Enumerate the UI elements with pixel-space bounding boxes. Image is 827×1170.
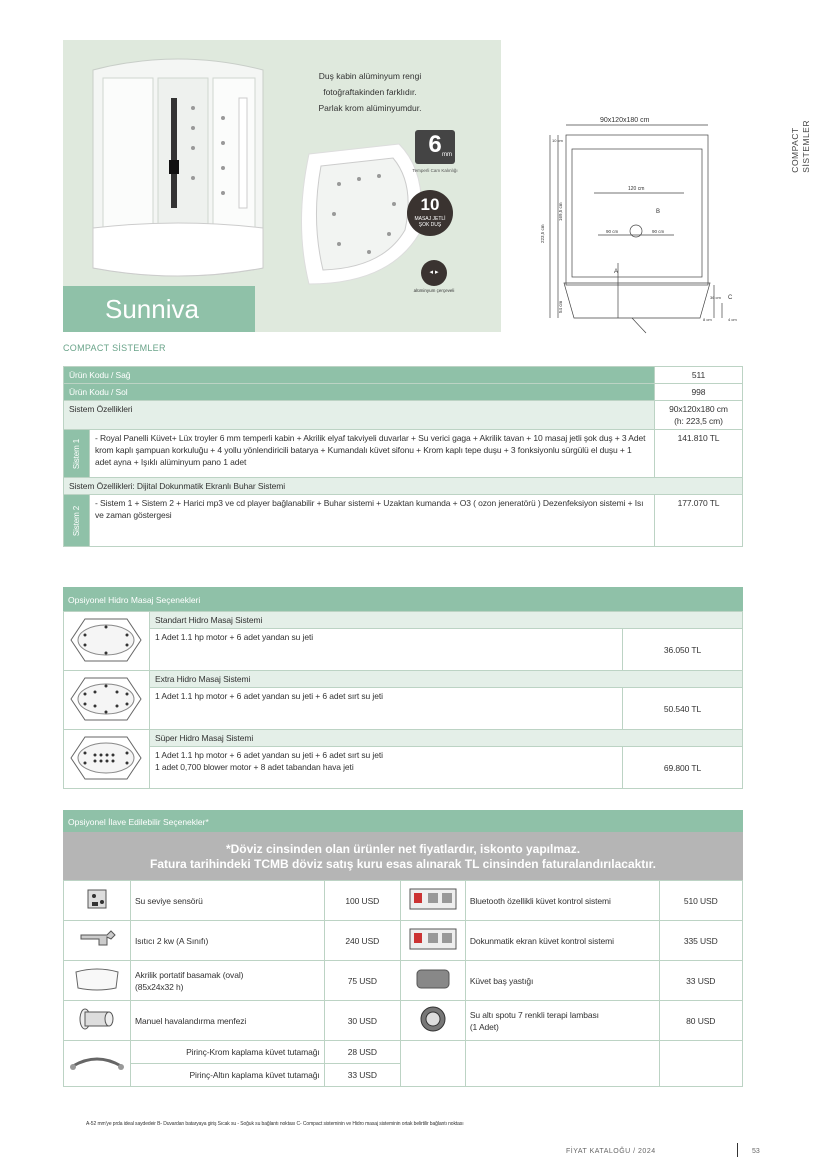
spot-lamp-icon [418,1004,448,1034]
system1-price: 141.810 TL [655,430,743,478]
option-row [64,881,743,921]
code-left-value: 998 [655,384,743,401]
option-vent: Manuel havalandırma menfezi [130,1001,324,1041]
hydro-extra-image [64,671,150,730]
hydro-table [63,611,743,789]
tub-top-view-icon [67,733,145,783]
hero-note-line3: Parlak krom alüminyumdur. [318,103,422,113]
option-bluetooth-control-price: 510 USD [659,881,742,921]
hydro-standard-name: Standart Hidro Masaj Sistemi [150,612,743,629]
dim-right-90: 90 cm [652,229,665,234]
hydro-extra-name: Extra Hidro Masaj Sistemi [150,671,743,688]
handle-image [64,1041,131,1087]
option-spot-lamp-line2: (1 Adet) [469,1021,499,1032]
dim-cabin-height: 169,5 cm [558,202,563,221]
hydro-super-image [64,730,150,789]
jets-caption1: MASAJ JETLİ [414,216,446,222]
dim-a-marker: A [614,269,619,275]
tub-top-view-icon [67,615,145,665]
option-spot-lamp [465,1001,659,1041]
features-label: Sistem Özellikleri [64,401,655,430]
footer-catalog: FİYAT KATALOĞU / 2024 [566,1148,656,1155]
option-heater-price: 240 USD [324,921,400,961]
side-label-line1: COMPACT [790,127,800,173]
vent-icon [77,1006,117,1032]
bluetooth-control-image [400,881,465,921]
jets-value: 10 [420,195,440,214]
option-water-sensor-price: 100 USD [324,881,400,921]
size-value [655,401,743,430]
option-row [64,961,743,1001]
thickness-unit: mm [442,152,452,158]
option-pillow: Küvet baş yastığı [465,961,659,1001]
option-step-line1: Akrilik portatif basamak (oval) [134,969,244,980]
system2-side [64,495,90,547]
shower-cabin-image [83,48,273,280]
step-image [64,961,131,1001]
row-features [64,401,743,430]
system2-label: Sistem 2 [71,505,81,536]
option-row [64,921,743,961]
footnote: A-52 mm'ye prda ideal saydedeir B- Duvardan bataryaya giriş Sıcak su - Soğuk su bağlantı noktası C- Compact sisteminin ve Hidro masaj sisteminin ortak belirtilir bağlantı noktası [86,1121,464,1127]
digital-label: Sistem Özellikleri: Dijital Dokunmatik Ekranlı Buhar Sistemi [64,478,743,495]
option-row-handle-krom [64,1041,743,1064]
hydro-desc-row [64,688,743,730]
empty-cell [659,1041,742,1087]
hero-note-line2: fotoğraftakinden farklıdır. [323,87,417,97]
hydro-extra-price: 50.540 TL [623,688,743,730]
side-label-line2: SİSTEMLER [801,120,811,173]
option-spot-lamp-price: 80 USD [659,1001,742,1041]
option-bluetooth-control: Bluetooth özellikli küvet kontrol sistemi [465,881,659,921]
code-right-label: Ürün Kodu / Sağ [64,367,655,384]
dim-8: 8 cm [703,317,712,322]
footer-divider [737,1143,738,1157]
notice-line2: Fatura tarihindeki TCMB döviz satış kuru esas alınarak TL cinsinden faturalandırılacaktır. [150,857,656,871]
dim-inner-width: 120 cm [628,186,645,192]
options-table [63,880,743,1087]
dim-top-label: 90x120x180 cm [600,117,650,124]
system1-side [64,430,90,478]
code-left-label: Ürün Kodu / Sol [64,384,655,401]
touch-panel-icon [408,927,458,951]
hero-note-line1: Duş kabin alüminyum rengi [318,71,422,81]
option-handle-krom-price: 28 USD [324,1041,400,1064]
dim-4: 4 cm [728,317,737,322]
currency-notice [63,832,743,880]
hydro-standard-price: 36.050 TL [623,629,743,671]
pillow-icon [413,966,453,992]
row-system2 [64,495,743,547]
hydro-desc-row [64,747,743,789]
empty-cell [400,1041,465,1087]
size-line1: 90x120x180 cm [669,404,728,414]
pillow-image [400,961,465,1001]
sensor-icon [82,884,112,914]
thickness-caption: Temperli Cam Kalınlığı [412,168,458,173]
touch-control-image [400,921,465,961]
hydro-super-desc [150,747,623,789]
hydro-extra-desc: 1 Adet 1.1 hp motor + 6 adet yandan su jeti + 6 adet sırt su jeti [150,688,623,730]
handle-icon [69,1052,125,1072]
system2-price: 177.070 TL [655,495,743,547]
tub-top-view-icon [67,674,145,724]
hydro-name-row [64,671,743,688]
dim-total-height: 223,5 cm [540,224,545,243]
option-touch-control-price: 335 USD [659,921,742,961]
hydro-header: Opsiyonel Hidro Masaj Seçenekleri [63,587,743,611]
dim-c-marker: C [728,295,733,301]
option-spot-lamp-line1: Su altı spotu 7 renkli terapi lambası [469,1009,599,1020]
glass-thickness-badge [415,130,455,164]
water-sensor-image [64,881,131,921]
side-category-label [790,120,820,173]
page-number: 53 [752,1148,760,1155]
row-code-right [64,367,743,384]
jets-badge [407,190,453,236]
option-handle-altin-price: 33 USD [324,1064,400,1087]
notice-line1: *Döviz cinsinden olan ürünler net fiyatlardır, iskonto yapılmaz. [225,842,581,856]
spec-table [63,366,743,547]
hydro-desc-row [64,629,743,671]
option-row [64,1001,743,1041]
option-water-sensor: Su seviye sensörü [130,881,324,921]
dim-top-gap: 10 cm [552,138,563,143]
dimension-drawing [528,113,748,343]
hydro-standard-desc: 1 Adet 1.1 hp motor + 6 adet yandan su jeti [150,629,623,671]
code-right-value: 511 [655,367,743,384]
system2-desc: - Sistem 1 + Sistem 2 + Harici mp3 ve cd player bağlanabilir + Buhar sistemi + Uzaktan kumanda + O3 ( ozon jeneratörü ) Dezenfeksiyon sistemi + Isı ve zaman göstergesi [90,495,655,547]
heater-image [64,921,131,961]
aluminium-frame-icon: ◂ ▸ [421,260,447,286]
aluminium-frame-caption: alüminyum çerçeveli [413,288,455,293]
hydro-standard-image [64,612,150,671]
option-heater: Isıtıcı 2 kw (A Sınıfı) [130,921,324,961]
option-step [130,961,324,1001]
option-handle-altin: Pirinç-Altın kaplama küvet tutamağı [130,1064,324,1087]
options-header: Opsiyonel İlave Edilebilir Seçenekler* [63,810,743,832]
row-system1 [64,430,743,478]
option-handle-krom: Pirinç-Krom kaplama küvet tutamağı [130,1041,324,1064]
hydro-super-desc-line1: 1 Adet 1.1 hp motor + 6 adet yandan su jeti + 6 adet sırt su jeti [155,750,383,760]
thickness-value: 6 [428,131,442,158]
option-step-price: 75 USD [324,961,400,1001]
row-digital [64,478,743,495]
section-title: COMPACT SİSTEMLER [63,343,166,353]
spot-lamp-image [400,1001,465,1041]
option-step-line2: (85x24x32 h) [134,981,184,992]
option-touch-control: Dokunmatik ekran küvet kontrol sistemi [465,921,659,961]
control-panel-icon [408,887,458,911]
system1-desc: - Royal Panelli Küvet+ Lüx troyler 6 mm temperli kabin + Akrilik elyaf takviyeli duvarlar + Su verici gaga + Akrilik tavan + 10 masaj jetli şok duş + 3 Adet krom kaplı şampuan korkuluğu + 4 yollu yönlendiricili batarya + Kumandalı küvet sifonu + Krom kaplı tepe duşu + 3 fonksiyonlu sürgülü el duşu + 1 adet ayna + Işıklı alüminyum pano 1 adet [90,430,655,478]
dim-36: 36 cm [710,295,721,300]
size-line2: (h: 223,5 cm) [674,416,723,426]
hydro-super-name: Süper Hidro Masaj Sistemi [150,730,743,747]
system1-label: Sistem 1 [71,438,81,469]
empty-cell [465,1041,659,1087]
jets-caption2: ŞOK DUŞ [418,222,442,228]
heater-icon [77,927,117,951]
hydro-super-price: 69.800 TL [623,747,743,789]
option-pillow-price: 33 USD [659,961,742,1001]
dim-left-90: 90 cm [606,229,619,234]
hydro-name-row [64,612,743,629]
dim-tub-height: 54 cm [558,300,563,313]
vent-image [64,1001,131,1041]
dim-b-marker: B [656,209,661,215]
hero-note [295,68,445,116]
product-title: Sunniva [63,286,255,332]
row-code-left [64,384,743,401]
hydro-name-row [64,730,743,747]
step-icon [74,966,120,992]
option-vent-price: 30 USD [324,1001,400,1041]
hydro-super-desc-line2: 1 adet 0,700 blower motor + 8 adet tabandan hava jeti [155,762,354,772]
